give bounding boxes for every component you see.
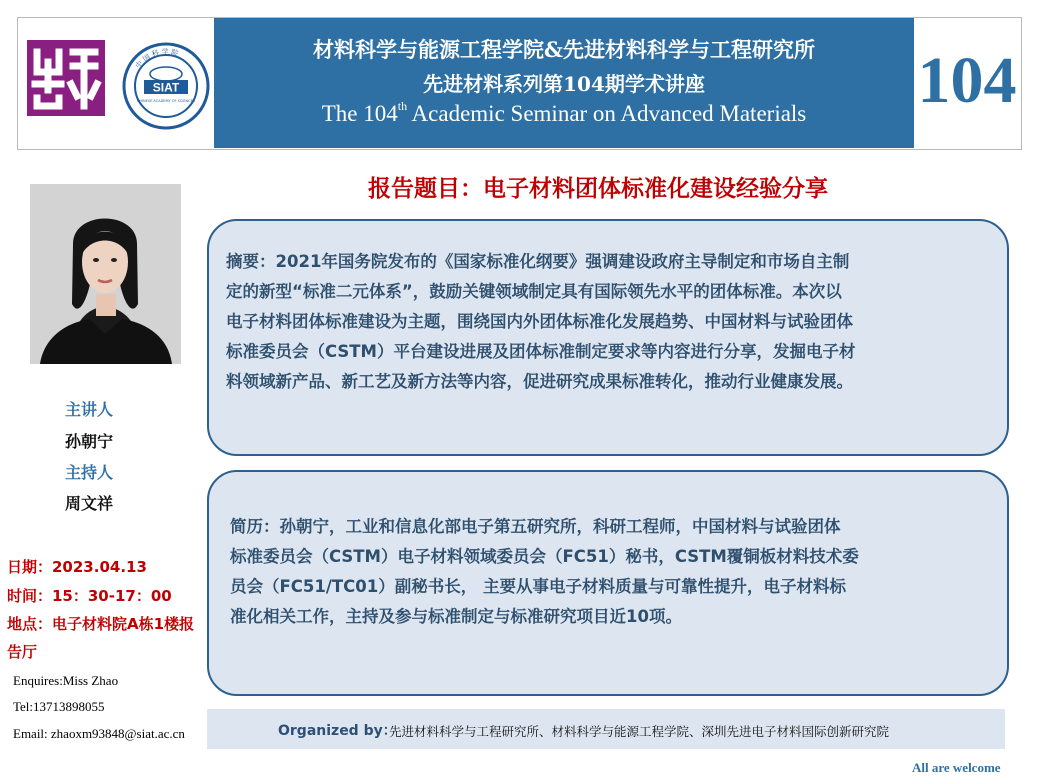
abstract-line: 电子材料团体标准建设为主题，围绕国内外团体标准化发展趋势、中国材料与试验团体 bbox=[226, 312, 853, 331]
header-english-pre: The 104 bbox=[321, 101, 398, 126]
event-time: 时间：15：30-17：00 bbox=[7, 587, 172, 605]
header-institutes: 材料科学与能源工程学院&先进材料科学与工程研究所 bbox=[313, 37, 815, 62]
abstract-line: 料领域新产品、新工艺及新方法等内容，促进研究成果标准转化，推动行业健康发展。 bbox=[226, 372, 853, 391]
event-place-cont: 告厅 bbox=[7, 643, 38, 661]
event-place: 地点：电子材料院A栋1楼报 bbox=[7, 615, 195, 633]
bio-text bbox=[230, 512, 990, 632]
speaker-name: 孙朝宁 bbox=[65, 432, 114, 451]
contact-tel: Tel:13713898055 bbox=[13, 699, 105, 714]
host-label: 主持人 bbox=[65, 463, 114, 482]
host-name: 周文祥 bbox=[65, 494, 114, 513]
bio-line: 标准委员会（CSTM）电子材料领域委员会（FC51）秘书，CSTM覆铜板材料技术委 bbox=[230, 547, 859, 566]
abstract-line: 标准委员会（CSTM）平台建设进展及团体标准制定要求等内容进行分享，发掘电子材 bbox=[226, 342, 856, 361]
talk-title: 报告题目：电子材料团体标准化建设经验分享 bbox=[368, 176, 828, 202]
siat-ring-top-text: 中 国 科 学 院 bbox=[134, 47, 180, 70]
abstract-text bbox=[226, 247, 994, 397]
header-english-sup: th bbox=[397, 99, 408, 113]
welcome-note: All are welcome bbox=[912, 760, 1001, 775]
header-english-title bbox=[214, 101, 914, 127]
university-logo-icon bbox=[27, 40, 105, 116]
header-series: 先进材料系列第104期学术讲座 bbox=[423, 72, 705, 96]
abstract-line: 定的新型“标准二元体系”，鼓励关键领域制定具有国际领先水平的团体标准。本次以 bbox=[226, 282, 842, 301]
organizers-label: Organized by： bbox=[278, 723, 397, 739]
speaker-photo bbox=[30, 184, 181, 364]
contact-enquires: Enquires:Miss Zhao bbox=[13, 673, 119, 688]
abstract-line: 摘要：2021年国务院发布的《国家标准化纲要》强调建设政府主导制定和市场自主制 bbox=[226, 252, 850, 271]
seminar-number: 104 bbox=[917, 44, 1017, 117]
bio-line: 简历：孙朝宁，工业和信息化部电子第五研究所，科研工程师，中国材料与试验团体 bbox=[230, 517, 841, 536]
bio-line: 准化相关工作，主持及参与标准制定与标准研究项目近10项。 bbox=[230, 607, 682, 626]
header-english-post: Academic Seminar on Advanced Materials bbox=[407, 101, 807, 126]
contact-email[interactable]: Email: zhaoxm93848@siat.ac.cn bbox=[13, 726, 185, 741]
siat-ring-bottom-text: CHINESE ACADEMY OF SCIENCES bbox=[136, 99, 196, 103]
organizers-list: 先进材料科学与工程研究所、材料科学与能源工程学院、深圳先进电子材料国际创新研究院 bbox=[389, 724, 890, 739]
siat-logo-icon bbox=[120, 40, 216, 132]
siat-logo-text: SIAT bbox=[152, 80, 180, 95]
event-date: 日期：2023.04.13 bbox=[7, 558, 147, 576]
speaker-label: 主讲人 bbox=[65, 400, 114, 419]
bio-line: 员会（FC51/TC01）副秘书长， 主要从事电子材料质量与可靠性提升，电子材料标 bbox=[230, 577, 846, 596]
